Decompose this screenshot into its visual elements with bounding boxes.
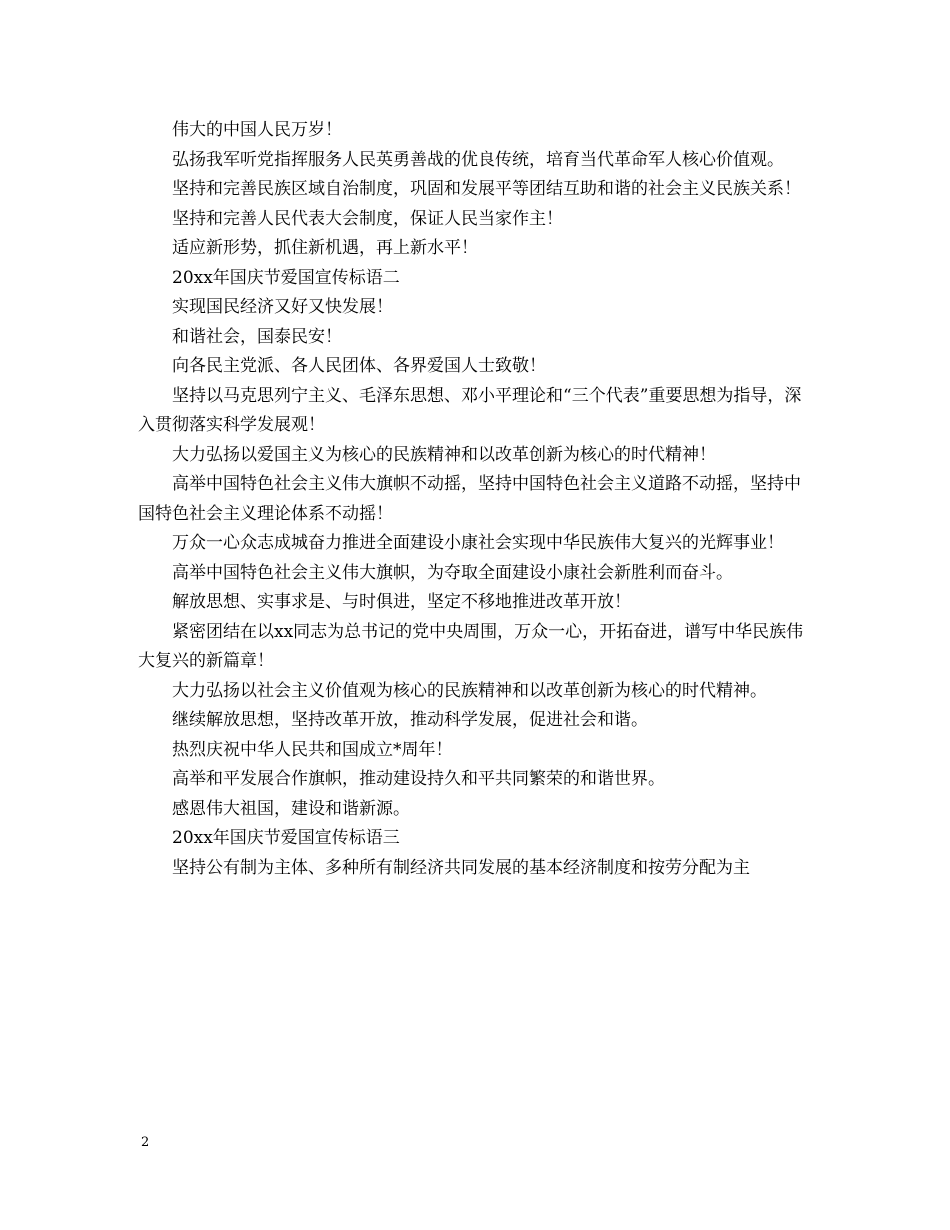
paragraph: 高举中国特色社会主义伟大旗帜，为夺取全面建设小康社会新胜利而奋斗。 bbox=[172, 562, 733, 583]
paragraph: 坚持公有制为主体、多种所有制经济共同发展的基本经济制度和按劳分配为主 bbox=[172, 857, 750, 878]
paragraph: 和谐社会，国泰民安！ bbox=[172, 326, 342, 347]
paragraph: 热烈庆祝中华人民共和国成立*周年！ bbox=[172, 739, 453, 760]
paragraph: 感恩伟大祖国，建设和谐新源。 bbox=[172, 798, 410, 819]
paragraph: 适应新形势，抓住新机遇，再上新水平！ bbox=[172, 238, 478, 258]
paragraph: 实现国民经济又好又快发展！ bbox=[172, 297, 393, 317]
paragraph: 解放思想、实事求是、与时俱进，坚定不移地推进改革开放！ bbox=[172, 592, 631, 612]
paragraph: 坚持以马克思列宁主义、毛泽东思想、邓小平理论和“三个代表”重要思想为指导，深入贯彻落实科学发展观！ bbox=[138, 385, 802, 435]
paragraph: 坚持和完善人民代表大会制度，保证人民当家作主！ bbox=[172, 208, 563, 229]
section-heading: 20xx年国庆节爱国宣传标语二 bbox=[172, 267, 400, 288]
paragraph: 高举和平发展合作旗帜，推动建设持久和平共同繁荣的和谐世界。 bbox=[172, 769, 665, 789]
paragraph: 高举中国特色社会主义伟大旗帜不动摇，坚持中国特色社会主义道路不动摇，坚持中国特色社会主义理论体系不动摇！ bbox=[138, 474, 801, 524]
paragraph: 继续解放思想，坚持改革开放，推动科学发展，促进社会和谐。 bbox=[172, 710, 648, 730]
paragraph: 伟大的中国人民万岁！ bbox=[172, 120, 342, 140]
paragraph: 坚持和完善民族区域自治制度，巩固和发展平等团结互助和谐的社会主义民族关系！ bbox=[172, 179, 801, 199]
paragraph: 大力弘扬以爱国主义为核心的民族精神和以改革创新为核心的时代精神！ bbox=[172, 444, 716, 465]
section-heading: 20xx年国庆节爱国宣传标语三 bbox=[172, 828, 400, 848]
page-number: 2 bbox=[141, 1135, 150, 1150]
paragraph: 万众一心众志成城奋力推进全面建设小康社会实现中华民族伟大复兴的光辉事业！ bbox=[172, 533, 784, 553]
paragraph: 向各民主党派、各人民团体、各界爱国人士致敬！ bbox=[172, 356, 546, 376]
paragraph: 紧密团结在以xx同志为总书记的党中央周围，万众一心，开拓奋进，谱写中华民族伟大复兴的新篇章！ bbox=[138, 621, 804, 671]
paragraph: 弘扬我军听党指挥服务人民英勇善战的优良传统，培育当代革命军人核心价值观。 bbox=[172, 149, 784, 170]
document-body bbox=[138, 116, 814, 883]
paragraph: 大力弘扬以社会主义价值观为核心的民族精神和以改革创新为核心的时代精神。 bbox=[172, 680, 767, 701]
